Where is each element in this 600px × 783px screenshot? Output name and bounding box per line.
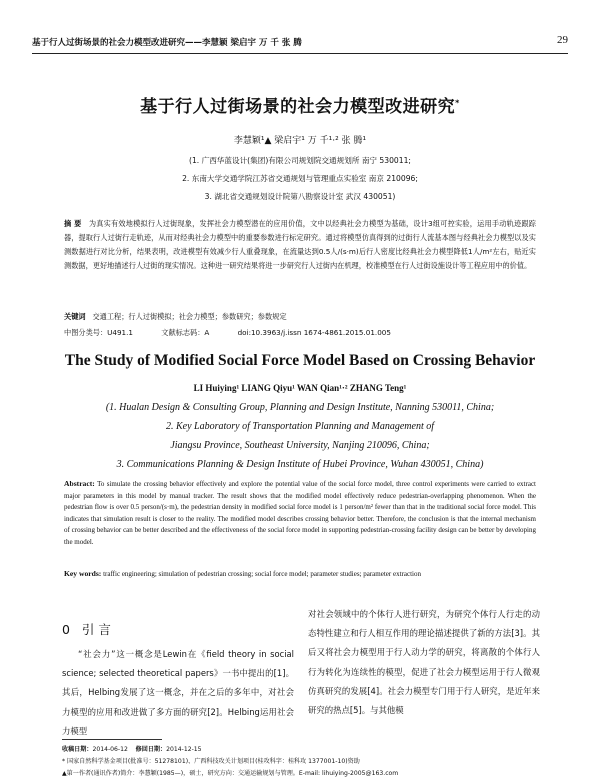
title-fund-mark: *: [455, 98, 460, 108]
chinese-authors: 李慧颖¹▲ 梁启宇¹ 万 千¹·² 张 腾¹: [233, 136, 367, 146]
footnote-rule: [62, 739, 162, 740]
english-affiliation-4: 3. Communications Planning & Design Institute of Hubei Province, Wuhan 430051, China): [116, 459, 484, 470]
received-label: 收稿日期：: [62, 746, 93, 753]
received-date: 2014-06-12: [92, 746, 128, 753]
english-keywords-text: traffic engineering; simulation of pedestrian crossing; social force model; parameter studies; parameter extraction: [103, 570, 421, 578]
clc-number: 中图分类号：U491.1: [64, 328, 133, 337]
english-affiliation-2: 2. Key Laboratory of Transportation Planning and Management of: [165, 421, 435, 432]
chinese-affiliation-3: 3. 湖北省交通规划设计院第八勘察设计室 武汉 430051): [204, 192, 396, 201]
english-authors: LI Huiying¹ LIANG Qiyu¹ WAN Qian¹·² ZHANG Teng¹: [193, 383, 407, 393]
english-keywords: [64, 568, 536, 581]
page-number: 29: [557, 34, 568, 46]
chinese-keywords-label: 关键词: [64, 312, 86, 321]
chinese-affiliation-2: 2. 东南大学交通学院江苏省交通规划与管理重点实验室 南京 210096;: [182, 174, 418, 183]
body-left-column: “社会力”这一概念是Lewin在《field theory in social science; selected theoretical papers》一书中提出的[1]。其后，Helbing发展了这一概念，并在之后的多年中，对社会力模型的应用和改进做了多方面的研究[2]。Helbing运用社会力模型: [62, 649, 294, 736]
doi: doi:10.3963/j.issn 1674-4861.2015.01.005: [237, 328, 391, 337]
english-abstract-label: Abstract:: [64, 479, 95, 488]
document-code: 文献标志码：A: [161, 328, 210, 337]
chinese-affiliation-1: (1. 广西华蓝设计(集团)有限公司规划院交通规划所 南宁 530011;: [189, 156, 411, 165]
running-head: [32, 36, 568, 50]
section-heading: [62, 620, 111, 638]
footnote-fund: * 国家自然科学基金项目(批准号：51278101)、广西科技攻关计划项目(桂攻科字：桂科攻 1377001-10)资助: [62, 758, 360, 765]
chinese-keywords-text: 交通工程；行人过街模拟；社会力模型；参数研究；参数规定: [92, 312, 287, 321]
chinese-abstract-text: 为真实有效地模拟行人过街现象，发挥社会力模型潜在的应用价值，文中以经典社会力模型为基础，设计3组可控实验，运用手动轨迹跟踪器，提取行人过街行走轨迹，从而对经典社会力模型中的重要参数进行标定研究。通过将模型仿真得到的过街行人流基本图与经典社会力模型以及实测数据进行对比分析，结果表明，改进模型有效减少行人重叠现象，在流量达到0.5人/(s·m)后行人密度比经典社会力模型降低1人/m²左右，贴近实测数据，更好地描述行人过街的现实情况。这种进一研究结果将进一步研究行人过街内在机理，校准模型在行人过街设施设计等工程应用中的价值。: [64, 219, 536, 270]
english-keywords-label: Key words:: [64, 569, 102, 578]
english-abstract: [64, 478, 536, 549]
english-title: The Study of Modified Social Force Model Based on Crossing Behavior: [64, 352, 536, 369]
footnote-dates: [62, 744, 202, 753]
section-number: 0: [62, 622, 70, 637]
section-title: 引 言: [81, 622, 111, 637]
running-head-title: 基于行人过街场景的社会力模型改进研究——李慧颖 梁启宇 万 千 张 腾: [32, 38, 302, 48]
chinese-title-text: 基于行人过街场景的社会力模型改进研究: [140, 97, 456, 117]
footnote-author: ▲第一作者(通讯作者)简介：李慧颖(1985—)，硕士，研究方向：交通运输规划与管理。E-mail: lihuiying-2005@163.com: [62, 770, 399, 777]
classification-line: [64, 328, 536, 338]
revised-date: 2014-12-15: [166, 746, 202, 753]
chinese-abstract-label: 摘 要: [64, 219, 82, 228]
english-affiliation-1: (1. Hualan Design & Consulting Group, Planning and Design Institute, Nanning 530011, China;: [105, 402, 495, 413]
english-affiliation-3: Jiangsu Province, Southeast University, Nanjing 210096, China;: [170, 440, 430, 451]
chinese-abstract: [64, 217, 536, 273]
revised-label: 修回日期：: [135, 746, 167, 753]
body-right-column: 对社会领域中的个体行人进行研究，为研究个体行人行走的动态特性建立和行人相互作用的理论描述提供了新的方法[3]。其后又将社会力模型用于行人动力学的研究，将离散的个体行人行为转化为连续性的模型，促进了社会力模型运用于行人微观仿真研究的发展[4]。社会力模型专门用于行人研究，是近年来研究的热点[5]。与其他模: [308, 609, 540, 716]
chinese-keywords: [64, 312, 536, 322]
english-abstract-text: To simulate the crossing behavior effectively and explore the potential value of the social force model, three control experiments were carried to extract major parameters in this model by manual tracker. The result shows that the modified model effectively reduce pedestrian-overlapping phenomenon. When the pedestrian flow is over 0.5 person/(s·m), the pedestrian density in modified social force model is 1 person/m² fewer than that in the traditional social force model. This indicates that simulation result is closer to the reality. The modified model describes crossing behavior better. Therefore, the conclusion is that the internal mechanism of crossing behavior can be better described and the effectiveness of the social force model in supporting pedestrian-crossing facility design can be better by developing the model.: [64, 480, 536, 546]
chinese-title: [0, 92, 600, 117]
header-rule: [32, 53, 568, 54]
